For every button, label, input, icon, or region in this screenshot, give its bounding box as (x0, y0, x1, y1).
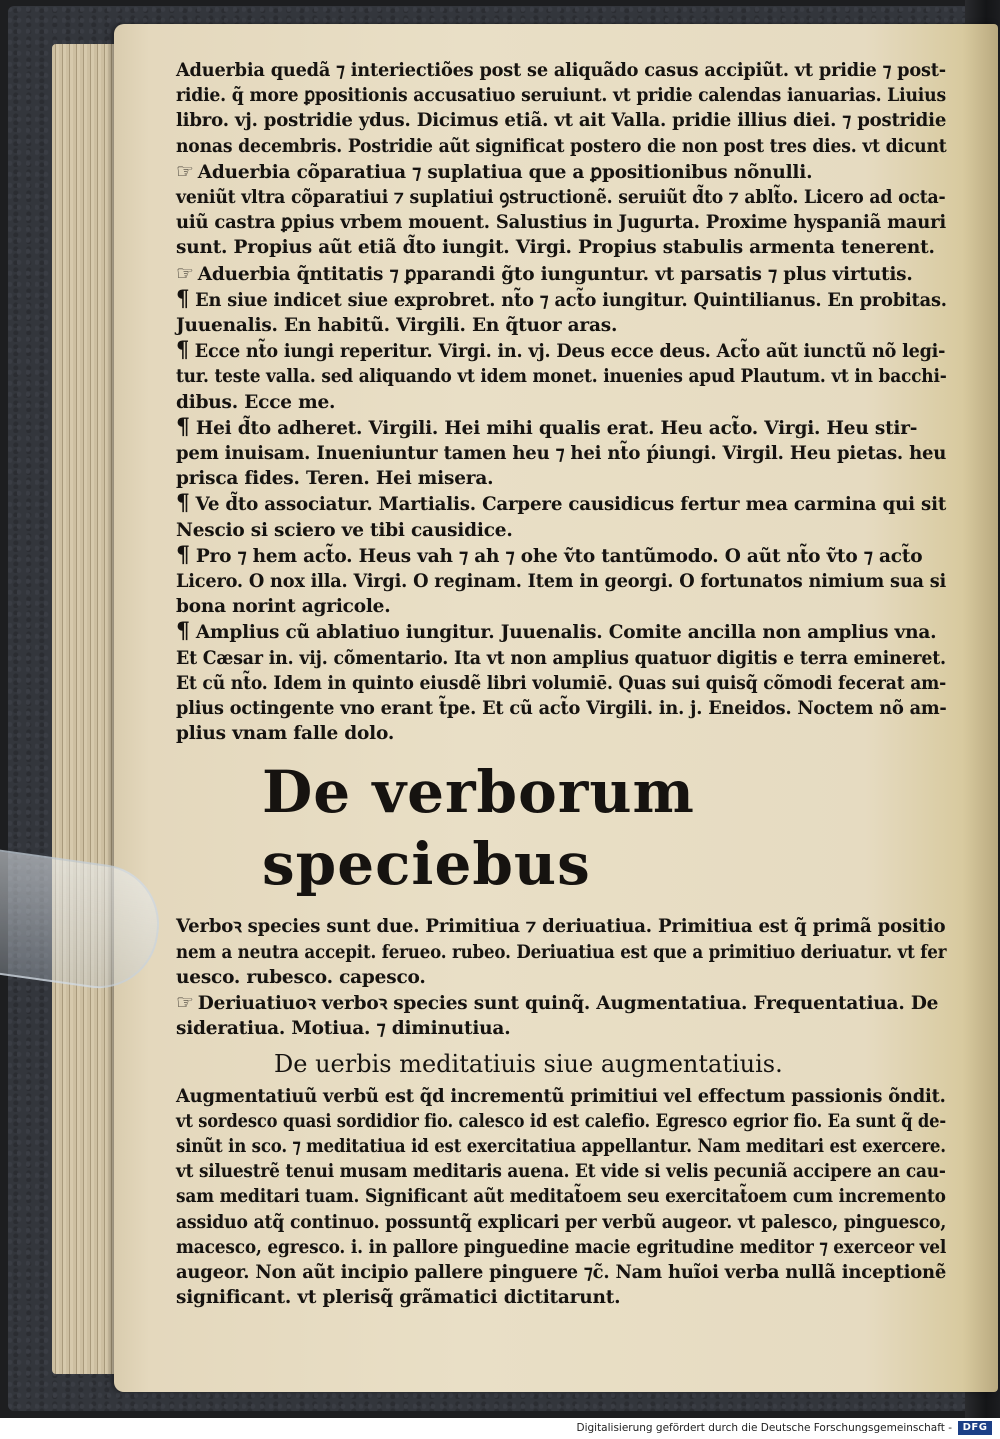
pointing-hand-icon: ☞ (176, 158, 194, 183)
text-line: significant. vt plerisq̃ grãmatici dictitarunt. (176, 1287, 621, 1309)
text-line (176, 261, 946, 287)
text-line (176, 543, 946, 569)
text-line: Verboꝛ species sunt due. Primitiua ⁊ deriuatiua. Primitiua est q̃ primã positio (176, 916, 946, 938)
text-line: tur. teste valla. sed aliquando vt idem monet. inuenies apud Plautum. vt in bacchi- (176, 366, 947, 388)
text-line-content: Amplius cũ ablatiuo iungitur. Juuenalis. Comite ancilla non amplius vna. (195, 622, 937, 644)
pilcrow-icon: ¶ (176, 413, 190, 440)
text-line: sideratiua. Motiua. ⁊ diminutiua. (176, 1018, 511, 1040)
page-text (176, 58, 946, 1310)
text-line: dibus. Ecce me. (176, 391, 336, 413)
text-line: nem a neutra accepit. ferueo. rubeo. Deriuatiua est que a primitiuo deriuatur. vt fer (176, 941, 947, 963)
text-line: vt sordesco quasi sordidior fio. calesco id est calefio. Egresco egrior fio. Ea sunt q̃ de- (176, 1110, 946, 1132)
text-line: pem inuisam. Inueniuntur tamen heu ⁊ hei nt̃o ṕiungi. Virgil. Heu pietas. heu (176, 443, 947, 465)
text-line (176, 159, 946, 185)
text-line: libro. vj. postridie ydus. Dicimus etiã. vt ait Valla. pridie illius diei. ⁊ postridie (176, 110, 947, 132)
text-line: augeor. Non aũt incipio pallere pinguere ⁊c̃. Nam huĩoi verba nullã inceptionẽ (176, 1261, 947, 1283)
text-line (176, 337, 946, 364)
paragraph-4 (176, 914, 946, 1041)
footer-bar (0, 1418, 1000, 1439)
text-line: Aduerbia quedã ⁊ interiectiões post se aliquãdo casus accipiũt. vt pridie ⁊ post- (176, 60, 946, 81)
text-line: plius octingente vno erant t̃pe. Et cũ act̃o Virgili. in. j. Eneidos. Noctem nõ am- (176, 698, 947, 720)
text-line (176, 619, 946, 645)
pilcrow-icon: ¶ (176, 541, 190, 568)
text-line: Augmentatiuũ verbũ est q̃d incrementũ primitiui vel effectum passionis õndit. (176, 1085, 946, 1107)
text-line: plius vnam falle dolo. (176, 723, 395, 745)
text-line: Licero. O nox illa. Virgi. O reginam. Item in georgi. O fortunatos nimium sua si (176, 571, 947, 593)
text-line (176, 990, 946, 1016)
funding-credit: Digitalisierung gefördert durch die Deutsche Forschungsgemeinschaft - (576, 1422, 952, 1434)
text-line: uesco. rubesco. capesco. (176, 966, 426, 988)
text-line: ridie. q̃ more ꝑpositionis accusatiuo seruiunt. vt pridie calendas ianuarias. Liuius (176, 85, 946, 107)
paragraph-5 (176, 1084, 946, 1311)
text-line-content: Deriuatiuoꝛ verboꝛ species sunt quinq̃. Augmentatiua. Frequentatiua. De (197, 993, 939, 1015)
text-line (176, 285, 947, 313)
pilcrow-icon: ¶ (176, 490, 190, 517)
text-line: Et cũ nt̃o. Idem in quinto eiusdẽ libri volumiē. Quas sui quisq̃ cõmodi fecerat am- (176, 672, 947, 694)
pointing-hand-icon: ☞ (176, 260, 194, 285)
text-line-content: Ve d̃to associatur. Martialis. Carpere causidicus fertur mea carmina qui sit (195, 494, 947, 516)
text-line-content: Aduerbia q̃ntitatis ⁊ ꝑparandi g̃to iunguntur. vt parsatis ⁊ plus virtutis. (197, 263, 913, 285)
paragraph-3 (176, 261, 946, 747)
text-line: nonas decembris. Postridie aũt significat postero die non post tres dies. vt dicunt (176, 135, 947, 157)
text-line: vt siluestrẽ tenui musam meditaris auena. Et vide si velis pecuniã accipere an cau- (176, 1161, 946, 1183)
text-line: Juuenalis. En habitũ. Virgili. En q̃tuor aras. (176, 315, 618, 337)
text-line: assiduo atq̃ continuo. possuntq̃ explicari per verbũ augeor. vt palesco, pinguesco, (176, 1211, 947, 1233)
dfg-logo-icon: DFG (958, 1421, 992, 1435)
text-line-content: Ecce nt̃o iungi reperitur. Virgi. in. vj. Deus ecce deus. Act̃o aũt iunctũ nõ legi- (194, 341, 946, 363)
text-line: veniũt vltra cõparatiui ⁊ suplatiui ꝯstructionẽ. seruiũt d̃to ⁊ ablt̃o. Licero ad octa- (176, 187, 946, 209)
text-line: Et Cæsar in. vij. cõmentario. Ita vt non amplius quatuor digitis e terra emineret. (176, 647, 946, 669)
pilcrow-icon: ¶ (176, 618, 190, 645)
pilcrow-icon: ¶ (176, 337, 190, 364)
text-line: uiũ castra ꝑpius vrbem mouent. Salustius in Jugurta. Proxime hyspaniã mauri (176, 212, 947, 234)
text-line (176, 415, 946, 441)
text-line-content: Aduerbia cõparatiua ⁊ suplatiua que a ꝑpositionibus nõnulli. (197, 161, 813, 183)
text-line-content: Hei d̃to adheret. Virgili. Hei mihi qualis erat. Heu act̃o. Virgi. Heu stir- (195, 417, 918, 439)
text-line: Nescio si sciero ve tibi causidice. (176, 519, 513, 541)
text-line: prisca fides. Teren. Hei misera. (176, 468, 494, 490)
text-line: bona norint agricole. (176, 596, 391, 618)
paragraph-1 (176, 58, 946, 159)
text-line (176, 490, 947, 517)
pointing-hand-icon: ☞ (176, 990, 194, 1015)
text-line-content: En siue indicet siue exprobret. nt̃o ⁊ act̃o iungitur. Quintilianus. En probitas. (195, 289, 947, 311)
subsection-heading: De uerbis meditatiuis siue augmentatiuis. (274, 1049, 783, 1078)
text-line: sinũt in sco. ⁊ meditatiua id est exercitatiua appellantur. Nam meditari est exercere. (176, 1135, 946, 1157)
text-line-content: Pro ⁊ hem act̃o. Heus vah ⁊ ah ⁊ ohe ṽto tantũmodo. O aũt nt̃o ṽto ⁊ act̃o (195, 545, 923, 567)
text-line: macesco, egresco. i. in pallore pinguedine macie egritudine meditor ⁊ exerceor vel (176, 1236, 947, 1258)
text-line: sunt. Propius aũt etiã d̃to iungit. Virgi. Propius stabulis armenta tenerent. (176, 237, 935, 259)
text-line: sam meditari tuam. Significant aũt meditat̃oem seu exercitat̃oem cum incremento (176, 1186, 946, 1208)
paragraph-2 (176, 159, 946, 261)
pilcrow-icon: ¶ (176, 285, 190, 312)
section-heading: De verborum speciebus (262, 758, 695, 899)
